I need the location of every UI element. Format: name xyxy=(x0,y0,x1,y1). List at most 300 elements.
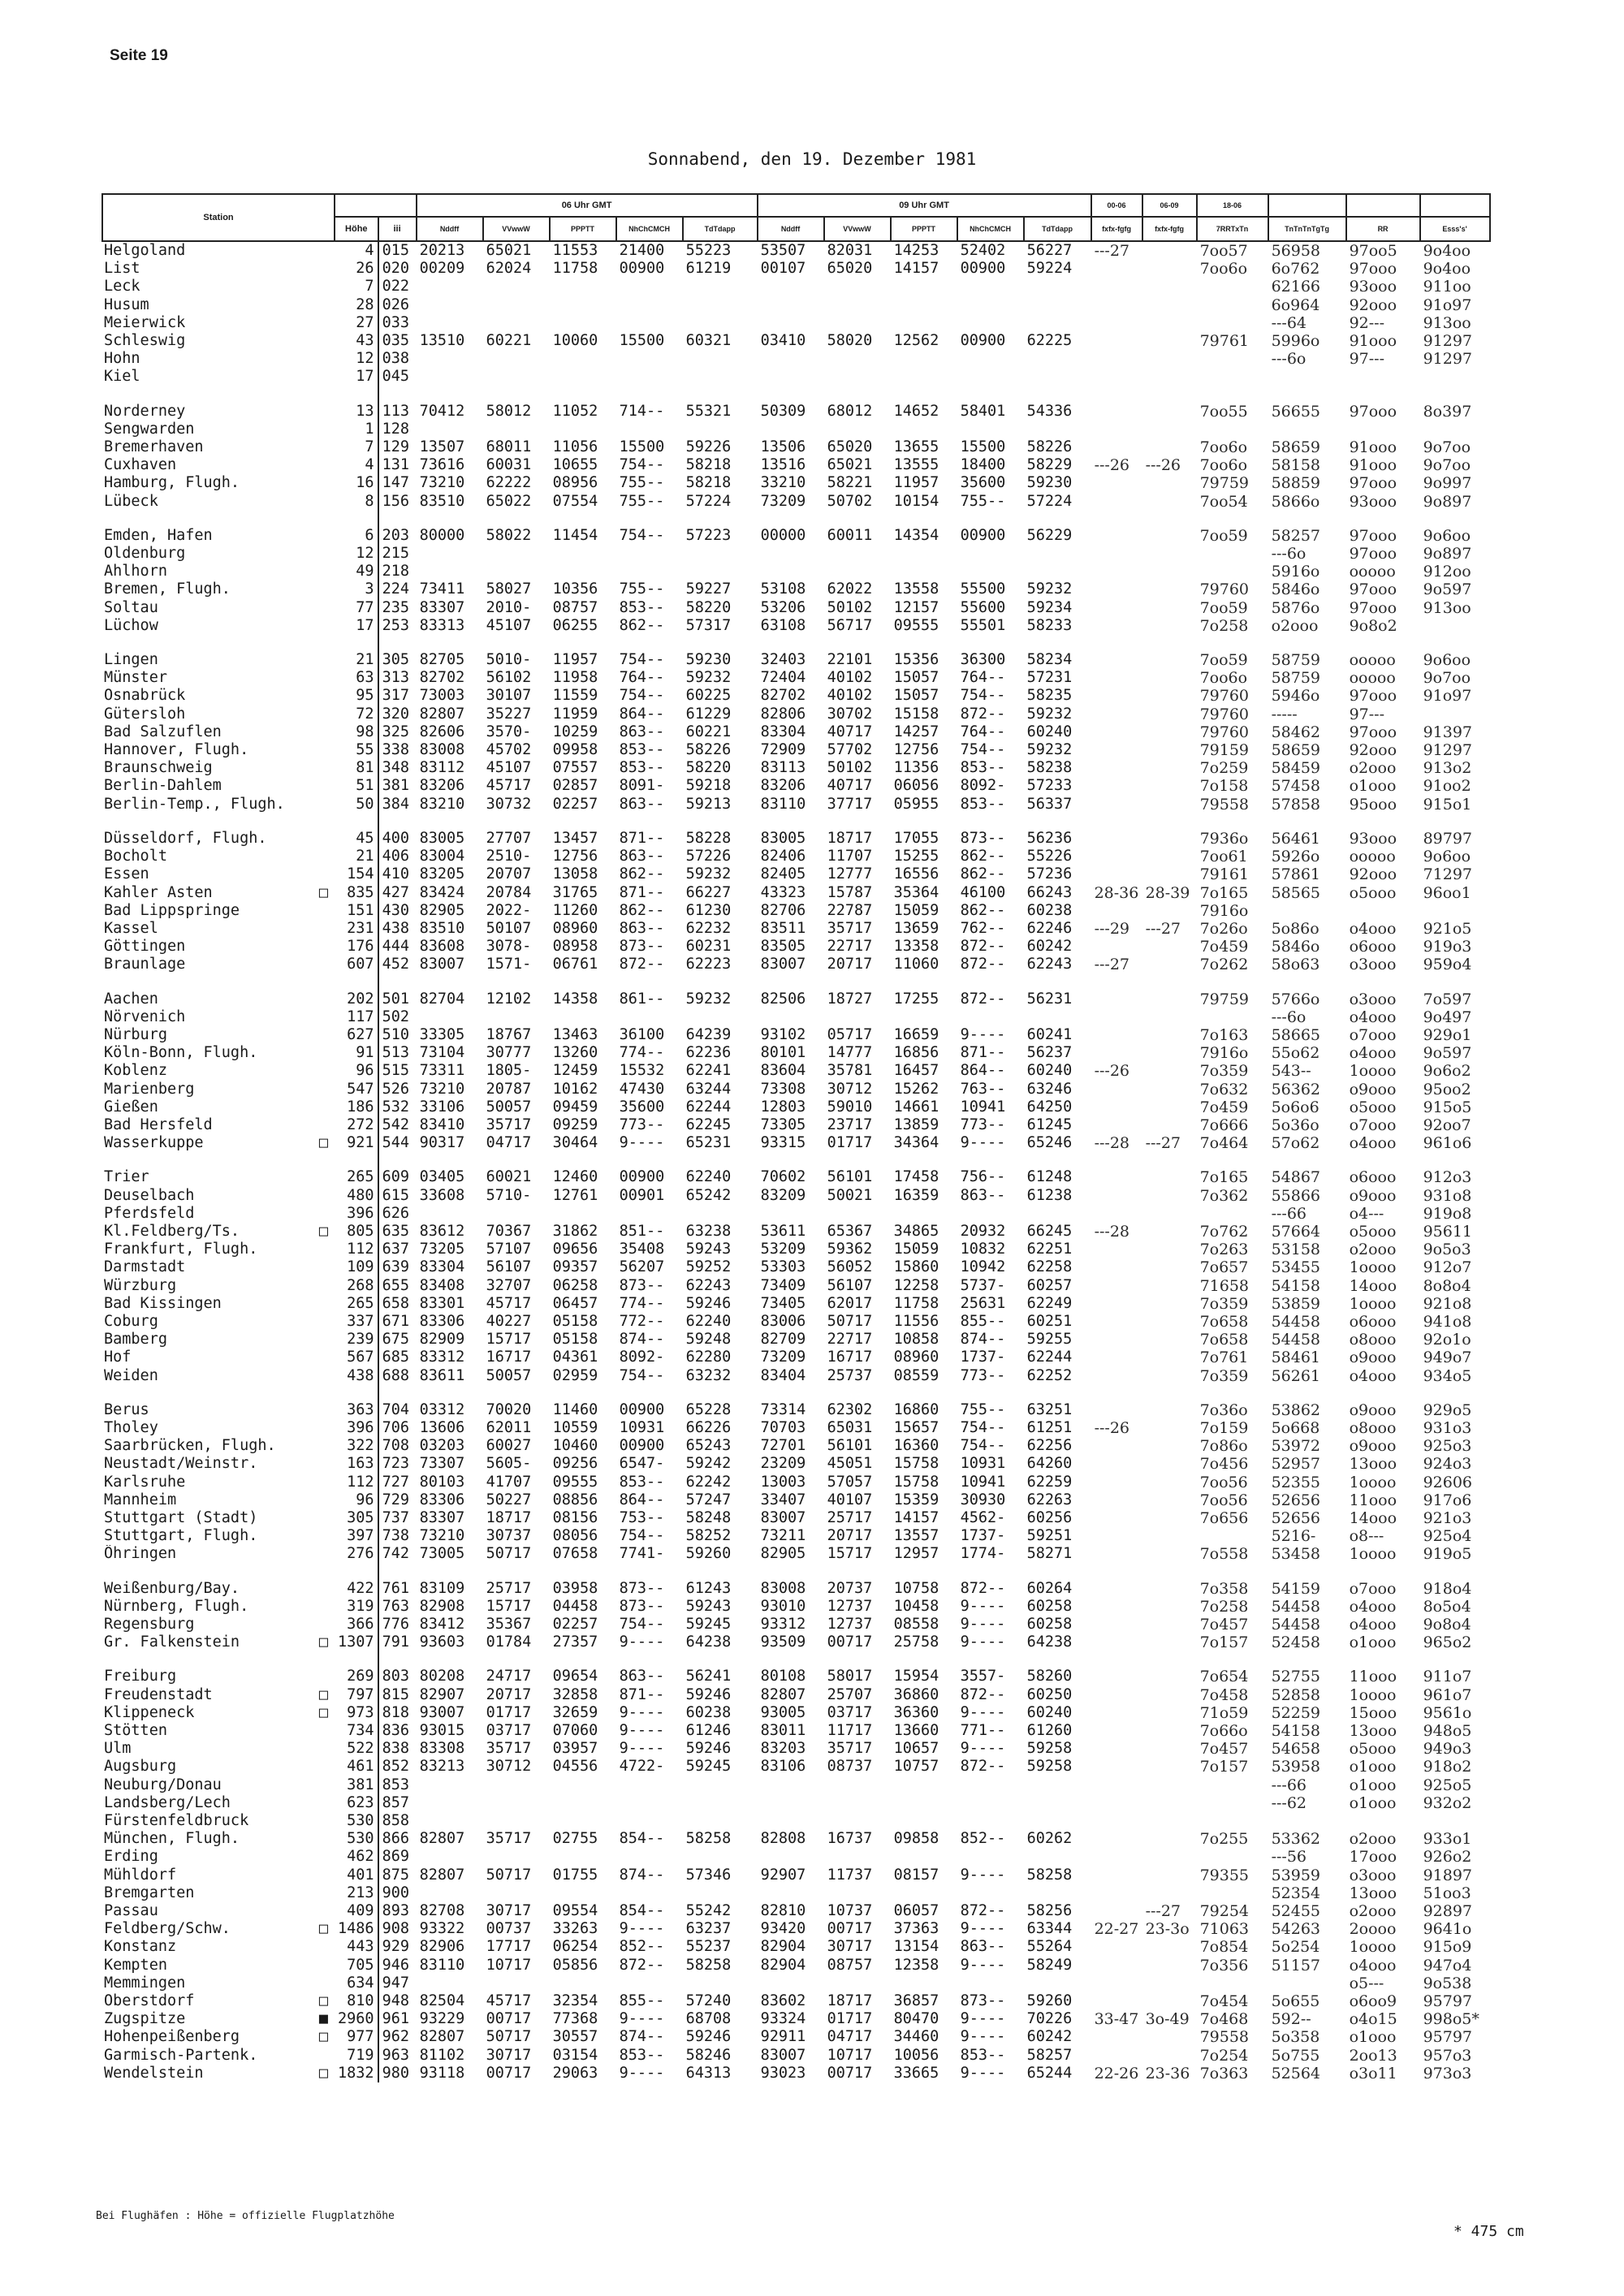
obs-09-value: 872-- xyxy=(960,1685,1006,1703)
handwritten-value: 97ooo xyxy=(1349,687,1397,706)
obs-06-value: 35717 xyxy=(486,1830,532,1848)
handwritten-value: 95797 xyxy=(1423,2028,1473,2047)
obs-06-value: 83408 xyxy=(419,1276,465,1294)
handwritten-value: 915o9 xyxy=(1423,1938,1472,1957)
station-height: 797 xyxy=(335,1686,378,1704)
handwritten-value xyxy=(1142,1776,1197,1794)
obs-06-value: 873-- xyxy=(619,938,665,956)
handwritten-value xyxy=(1142,438,1197,456)
obs-09-value: 59260 xyxy=(1026,1992,1073,2010)
station-name xyxy=(102,1616,335,1634)
obs-09-value: 64250 xyxy=(1026,1098,1073,1116)
hw-sub-header: RR xyxy=(1346,217,1420,241)
station-label: Konstanz xyxy=(104,1938,177,1956)
obs-06-value xyxy=(616,296,683,314)
obs-09-value: 57231 xyxy=(1026,669,1073,687)
obs-09-value xyxy=(957,1884,1024,1902)
station-id: 515 xyxy=(382,1062,409,1080)
obs-06-value: 82906 xyxy=(419,1938,465,1956)
obs-09-value: 59232 xyxy=(1026,705,1073,723)
handwritten-value xyxy=(1091,1598,1142,1616)
handwritten-value: 23-36 xyxy=(1145,2064,1190,2082)
station-height: 805 xyxy=(335,1223,378,1241)
handwritten-value xyxy=(1142,421,1197,438)
station-label: Bad Kissingen xyxy=(104,1294,222,1312)
obs-09-value: 62302 xyxy=(827,1400,873,1418)
obs-06-value: 863-- xyxy=(619,1668,665,1685)
obs-09-value: 70703 xyxy=(760,1418,806,1436)
obs-09-value: 59234 xyxy=(1026,598,1073,616)
handwritten-value xyxy=(1420,368,1490,386)
handwritten-value xyxy=(1142,1545,1197,1563)
station-id: 235 xyxy=(382,598,409,616)
obs-09-value: 70602 xyxy=(760,1168,806,1186)
obs-09-value: 773-- xyxy=(960,1366,1006,1384)
station-name xyxy=(102,1419,335,1437)
handwritten-value: 58659 xyxy=(1271,438,1321,457)
obs-06-value: 8092- xyxy=(619,1349,665,1366)
station-name xyxy=(102,1848,335,1866)
station-name xyxy=(102,545,335,563)
square-icon: □ xyxy=(318,1134,328,1152)
obs-06-value: 83307 xyxy=(419,1509,465,1526)
handwritten-value: 92ooo xyxy=(1349,865,1397,884)
obs-06-value: 40227 xyxy=(486,1312,532,1330)
handwritten-value: ---62 xyxy=(1271,1793,1307,1812)
handwritten-value: 13ooo xyxy=(1349,1884,1397,1902)
station-label: Freiburg xyxy=(104,1668,177,1685)
handwritten-value: 54458 xyxy=(1271,1331,1321,1349)
handwritten-value: 57861 xyxy=(1271,865,1321,884)
handwritten-value: 9o8o4 xyxy=(1423,1616,1471,1634)
obs-06-value: 57226 xyxy=(685,848,732,865)
handwritten-value xyxy=(1142,1277,1197,1295)
obs-06-value: 73003 xyxy=(419,687,465,705)
handwritten-value: 9561o xyxy=(1423,1703,1472,1722)
station-label: Neustadt/Weinstr. xyxy=(104,1455,258,1473)
obs-06-value: 45717 xyxy=(486,1992,532,2010)
obs-09-value xyxy=(957,278,1024,296)
hw-top-header xyxy=(1268,194,1346,217)
handwritten-value: 1oooo xyxy=(1349,1473,1397,1491)
handwritten-value: 93ooo xyxy=(1349,278,1397,296)
obs-09-value: 01717 xyxy=(827,1134,873,1152)
table-row xyxy=(102,260,1490,278)
obs-06-value xyxy=(550,1794,616,1812)
obs-06-value: 04458 xyxy=(552,1597,598,1615)
obs-06-value: 70412 xyxy=(419,402,465,420)
obs-06-value: 60231 xyxy=(685,938,732,956)
handwritten-value: o3ooo xyxy=(1349,1866,1397,1884)
obs-09-value: 83005 xyxy=(760,829,806,847)
handwritten-value xyxy=(1142,848,1197,865)
handwritten-value: 56958 xyxy=(1271,242,1321,260)
handwritten-value: 53362 xyxy=(1271,1830,1321,1849)
handwritten-value: 919o8 xyxy=(1423,1204,1472,1223)
square-icon: □ xyxy=(318,1685,328,1703)
station-name xyxy=(102,1401,335,1419)
station-height: 461 xyxy=(335,1758,378,1776)
handwritten-value xyxy=(1420,706,1490,723)
handwritten-value: 9o897 xyxy=(1423,545,1472,563)
obs-09-value: 08157 xyxy=(893,1866,939,1884)
station-id: 033 xyxy=(382,313,409,331)
station-label: Bamberg xyxy=(104,1331,167,1349)
obs-06-value: 9---- xyxy=(619,1634,665,1651)
handwritten-value: 54158 xyxy=(1271,1276,1321,1295)
obs-06-value xyxy=(550,545,616,563)
obs-09-value xyxy=(891,421,957,438)
handwritten-value xyxy=(1091,777,1142,795)
obs-06-value: 01755 xyxy=(552,1866,598,1884)
station-id: 203 xyxy=(382,526,409,544)
obs-09-value: 14652 xyxy=(893,402,939,420)
obs-09-value: 30930 xyxy=(960,1491,1006,1508)
station-id: 615 xyxy=(382,1186,409,1204)
obs-06-value: 93229 xyxy=(419,2010,465,2028)
obs-09-value: 12737 xyxy=(827,1616,873,1634)
handwritten-value: 7o457 xyxy=(1199,1616,1249,1634)
handwritten-value: 54658 xyxy=(1271,1740,1321,1759)
handwritten-value: 9o7oo xyxy=(1423,669,1471,688)
obs-06-value: 00901 xyxy=(619,1186,665,1204)
table-row xyxy=(102,1794,1490,1812)
obs-09-value: 83006 xyxy=(760,1312,806,1330)
station-label: Pferdsfeld xyxy=(104,1204,195,1222)
station-height: 2960 xyxy=(335,2010,378,2028)
station-id: 675 xyxy=(382,1331,409,1349)
obs-06-value: 60021 xyxy=(486,1168,532,1186)
station-name xyxy=(102,1331,335,1349)
station-id: 658 xyxy=(382,1294,409,1312)
obs-09-value: 1737- xyxy=(960,1349,1006,1366)
station-height: 627 xyxy=(335,1026,378,1044)
obs-06-value: 56102 xyxy=(486,669,532,687)
station-id: 818 xyxy=(382,1703,409,1721)
obs-09-value: 22101 xyxy=(827,651,873,669)
handwritten-value xyxy=(1091,1992,1142,2010)
obs-06-value: 82702 xyxy=(419,669,465,687)
station-id: 893 xyxy=(382,1902,409,1920)
obs-09-value: 56052 xyxy=(827,1258,873,1276)
station-height: 91 xyxy=(335,1044,378,1062)
handwritten-value xyxy=(1142,706,1197,723)
station-label: Klippeneck xyxy=(104,1703,195,1721)
handwritten-value: o5ooo xyxy=(1349,1098,1397,1116)
station-height: 109 xyxy=(335,1258,378,1276)
handwritten-value xyxy=(1142,956,1197,973)
station-height: 272 xyxy=(335,1116,378,1134)
obs-09-value xyxy=(957,1008,1024,1026)
obs-09-value: 10858 xyxy=(893,1331,939,1349)
station-name xyxy=(102,741,335,759)
obs-06-value: 04556 xyxy=(552,1758,598,1776)
station-label: Karlsruhe xyxy=(104,1473,186,1491)
obs-06-value: 65022 xyxy=(486,492,532,510)
obs-06-value: 50717 xyxy=(486,1545,532,1563)
station-name xyxy=(102,1867,335,1884)
station-label: Bremen, Flugh. xyxy=(104,580,231,598)
handwritten-value: 79760 xyxy=(1199,687,1250,706)
obs-06-value: 04361 xyxy=(552,1349,598,1366)
table-row xyxy=(102,1776,1490,1794)
obs-09-value: 13555 xyxy=(893,456,939,474)
handwritten-value: ---64 xyxy=(1271,313,1307,332)
obs-09-value: 34865 xyxy=(893,1222,939,1240)
handwritten-value: 95611 xyxy=(1423,1222,1473,1241)
station-name xyxy=(102,1044,335,1062)
obs-09-value: 25758 xyxy=(893,1634,939,1651)
obs-06-value: 02857 xyxy=(552,777,598,795)
obs-09-value xyxy=(957,1776,1024,1794)
handwritten-value: o3o11 xyxy=(1349,2064,1397,2082)
station-label: Hohenpeißenberg xyxy=(104,2028,240,2046)
handwritten-value: 1oooo xyxy=(1349,1938,1397,1957)
station-label: Coburg xyxy=(104,1312,158,1330)
obs-06-value: 58022 xyxy=(486,526,532,544)
station-height: 112 xyxy=(335,1241,378,1258)
station-label: Leck xyxy=(104,278,140,296)
obs-06-value xyxy=(483,350,550,368)
obs-06-value: 62236 xyxy=(685,1044,732,1062)
obs-09-value: 3557- xyxy=(960,1668,1006,1685)
station-id: 815 xyxy=(382,1685,409,1703)
obs-06-value: 59243 xyxy=(685,1241,732,1258)
obs-09-value: 762-- xyxy=(960,919,1006,937)
obs-06-value: 83424 xyxy=(419,883,465,901)
handwritten-value: 7oo59 xyxy=(1199,651,1248,670)
table-row xyxy=(102,1313,1490,1331)
handwritten-value xyxy=(1142,1740,1197,1758)
handwritten-value: 52458 xyxy=(1271,1634,1321,1652)
obs-09-value: 58258 xyxy=(1026,1866,1073,1884)
obs-09-value: 853-- xyxy=(960,759,1006,777)
handwritten-value xyxy=(1091,723,1142,741)
obs-09-value xyxy=(824,1776,891,1794)
station-height: 12 xyxy=(335,350,378,368)
obs-06-value xyxy=(683,1794,758,1812)
obs-06-value: 82907 xyxy=(419,1685,465,1703)
station-id: 502 xyxy=(382,1008,409,1025)
handwritten-value xyxy=(1142,1401,1197,1419)
obs-06-value: 30717 xyxy=(486,2046,532,2064)
handwritten-value: 58o63 xyxy=(1271,956,1320,974)
station-label: Gießen xyxy=(104,1098,158,1116)
station-height: 49 xyxy=(335,563,378,580)
obs-09-value: 72404 xyxy=(760,669,806,687)
handwritten-value: 79558 xyxy=(1199,2028,1250,2047)
station-label: Garmisch-Partenk. xyxy=(104,2046,258,2064)
handwritten-value: 2oo13 xyxy=(1349,2046,1397,2065)
obs-06-value xyxy=(417,368,483,386)
obs-09-value: 65367 xyxy=(827,1222,873,1240)
station-label: Ulm xyxy=(104,1740,132,1758)
station-label: Berlin-Temp., Flugh. xyxy=(104,795,285,813)
station-id: 129 xyxy=(382,438,409,456)
obs-06-value: 82807 xyxy=(419,1830,465,1848)
obs-09-value: 15059 xyxy=(893,901,939,919)
obs-09-value: 56337 xyxy=(1026,795,1073,813)
obs-09-value: 60258 xyxy=(1026,1597,1073,1615)
handwritten-value: 7o458 xyxy=(1199,1685,1249,1704)
handwritten-value: 28-39 xyxy=(1145,883,1190,902)
handwritten-value xyxy=(1091,1474,1142,1491)
handwritten-value: ---27 xyxy=(1145,1902,1181,1921)
station-label: Köln-Bonn, Flugh. xyxy=(104,1044,258,1062)
station-height: 921 xyxy=(335,1134,378,1152)
obs-06-value: 16717 xyxy=(486,1349,532,1366)
handwritten-value: o6ooo xyxy=(1349,1168,1397,1187)
obs-09-value: 34460 xyxy=(893,2028,939,2046)
station-name xyxy=(102,1794,335,1812)
station-label: Bremerhaven xyxy=(104,438,204,456)
obs-09-value: 13516 xyxy=(760,456,806,474)
obs-09-value: 40107 xyxy=(827,1491,873,1508)
obs-09-value: 56101 xyxy=(827,1437,873,1455)
handwritten-value: o6ooo xyxy=(1349,1312,1397,1331)
obs-09-value: 66245 xyxy=(1026,1222,1073,1240)
handwritten-value xyxy=(1091,796,1142,814)
station-id: 224 xyxy=(382,580,409,598)
station-label: Tholey xyxy=(104,1418,158,1436)
handwritten-value: 948o5 xyxy=(1423,1722,1472,1741)
obs-06-value: 06258 xyxy=(552,1276,598,1294)
handwritten-value xyxy=(1091,830,1142,848)
table-row xyxy=(102,669,1490,687)
obs-06-value: 62222 xyxy=(486,474,532,492)
square-icon: □ xyxy=(318,1920,328,1938)
obs-09-value: 60240 xyxy=(1026,1703,1073,1721)
obs-09-value: 862-- xyxy=(960,848,1006,865)
handwritten-value: ooooo xyxy=(1349,669,1396,688)
station-id: 532 xyxy=(382,1098,409,1116)
obs-09-value: 13358 xyxy=(893,938,939,956)
station-id: 320 xyxy=(382,705,409,723)
obs-09-value: 756-- xyxy=(960,1168,1006,1186)
obs-06-value: 09654 xyxy=(552,1668,598,1685)
handwritten-value: o4ooo xyxy=(1349,1008,1397,1026)
obs-06-value: 59246 xyxy=(685,1294,732,1312)
handwritten-value: 91o97 xyxy=(1423,296,1472,314)
handwritten-value: 7o457 xyxy=(1199,1740,1249,1759)
handwritten-value: 52564 xyxy=(1271,2064,1321,2082)
table-row xyxy=(102,741,1490,759)
handwritten-value xyxy=(1142,296,1197,314)
station-name xyxy=(102,1437,335,1455)
obs-06-value: 874-- xyxy=(619,1331,665,1349)
table-row xyxy=(102,1920,1490,1938)
handwritten-value: 7o263 xyxy=(1199,1241,1249,1259)
handwritten-value xyxy=(1197,563,1268,580)
obs-09-value: 53209 xyxy=(760,1241,806,1258)
station-height: 17 xyxy=(335,617,378,635)
handwritten-value xyxy=(1142,938,1197,956)
obs-09-value xyxy=(891,1794,957,1812)
obs-09-value: 60256 xyxy=(1026,1509,1073,1526)
station-label: Regensburg xyxy=(104,1616,195,1634)
handwritten-value: 7o762 xyxy=(1199,1222,1249,1241)
station-name xyxy=(102,796,335,814)
handwritten-value: o8--- xyxy=(1349,1527,1384,1546)
handwritten-value: 1oooo xyxy=(1349,1294,1397,1313)
table-row xyxy=(102,438,1490,456)
table-row xyxy=(102,1349,1490,1366)
obs-09-value xyxy=(957,421,1024,438)
obs-06-value: 60221 xyxy=(685,723,732,740)
obs-06-value: 05856 xyxy=(552,1956,598,1974)
station-name xyxy=(102,1134,335,1152)
station-height: 396 xyxy=(335,1419,378,1437)
handwritten-value: 7o363 xyxy=(1199,2064,1249,2082)
obs-09-value: 03410 xyxy=(760,332,806,350)
handwritten-value: 79159 xyxy=(1199,741,1250,760)
handwritten-value: 71o59 xyxy=(1199,1703,1249,1722)
obs-09-value: 763-- xyxy=(960,1080,1006,1098)
handwritten-value xyxy=(1142,1223,1197,1241)
station-label: Mühldorf xyxy=(104,1866,177,1884)
obs-09-value: 15262 xyxy=(893,1080,939,1098)
obs-06-value: 70020 xyxy=(486,1400,532,1418)
obs-09-value: 16457 xyxy=(893,1062,939,1080)
obs-06-value: 02257 xyxy=(552,1616,598,1634)
obs-09-value xyxy=(957,1794,1024,1812)
obs-06-value xyxy=(616,1848,683,1866)
handwritten-value: 7oo6o xyxy=(1199,438,1248,457)
obs-06-value: 62245 xyxy=(685,1116,732,1133)
obs-09-value xyxy=(758,1812,824,1830)
handwritten-value xyxy=(1142,1884,1197,1902)
table-row xyxy=(102,1722,1490,1740)
obs-09-value: 00107 xyxy=(760,260,806,278)
handwritten-value xyxy=(1197,421,1268,438)
obs-06-value xyxy=(616,314,683,332)
obs-06-value: 12756 xyxy=(552,848,598,865)
handwritten-value: 54158 xyxy=(1271,1722,1321,1741)
obs-06-value: 59227 xyxy=(685,580,732,598)
obs-06-value: 1805- xyxy=(486,1062,532,1080)
obs-06-value xyxy=(616,278,683,296)
handwritten-value: 7oo6o xyxy=(1199,260,1248,278)
obs-09-value: 4562- xyxy=(960,1509,1006,1526)
obs-09-value: 58401 xyxy=(960,402,1006,420)
obs-09-value: 58256 xyxy=(1026,1902,1073,1920)
handwritten-value xyxy=(1197,1794,1268,1812)
obs-06-value: 754-- xyxy=(619,526,665,544)
station-height: 363 xyxy=(335,1401,378,1419)
table-row xyxy=(102,1830,1490,1848)
obs-09-value: 70226 xyxy=(1026,2010,1073,2028)
station-label: Freudenstadt xyxy=(104,1685,213,1703)
obs-06-value xyxy=(616,563,683,580)
obs-06-value: 872-- xyxy=(619,956,665,973)
obs-06-value: 63238 xyxy=(685,1222,732,1240)
station-id: 637 xyxy=(382,1241,409,1258)
obs-09-value: 54336 xyxy=(1026,402,1073,420)
handwritten-value: 6o964 xyxy=(1271,296,1320,314)
station-label: Bad Hersfeld xyxy=(104,1116,213,1133)
obs-09-value: 15758 xyxy=(893,1473,939,1491)
handwritten-value: 91ooo xyxy=(1349,438,1397,457)
handwritten-value: 91oo2 xyxy=(1423,777,1471,796)
station-label: Frankfurt, Flugh. xyxy=(104,1241,258,1258)
station-label: Saarbrücken, Flugh. xyxy=(104,1437,276,1455)
station-height: 480 xyxy=(335,1187,378,1205)
hw-sub-header: fxfx-fgfg xyxy=(1091,217,1142,241)
station-name xyxy=(102,902,335,920)
obs-06-value: 864-- xyxy=(619,1491,665,1508)
obs-09-value xyxy=(824,1812,891,1830)
station-height: 1832 xyxy=(335,2065,378,2082)
